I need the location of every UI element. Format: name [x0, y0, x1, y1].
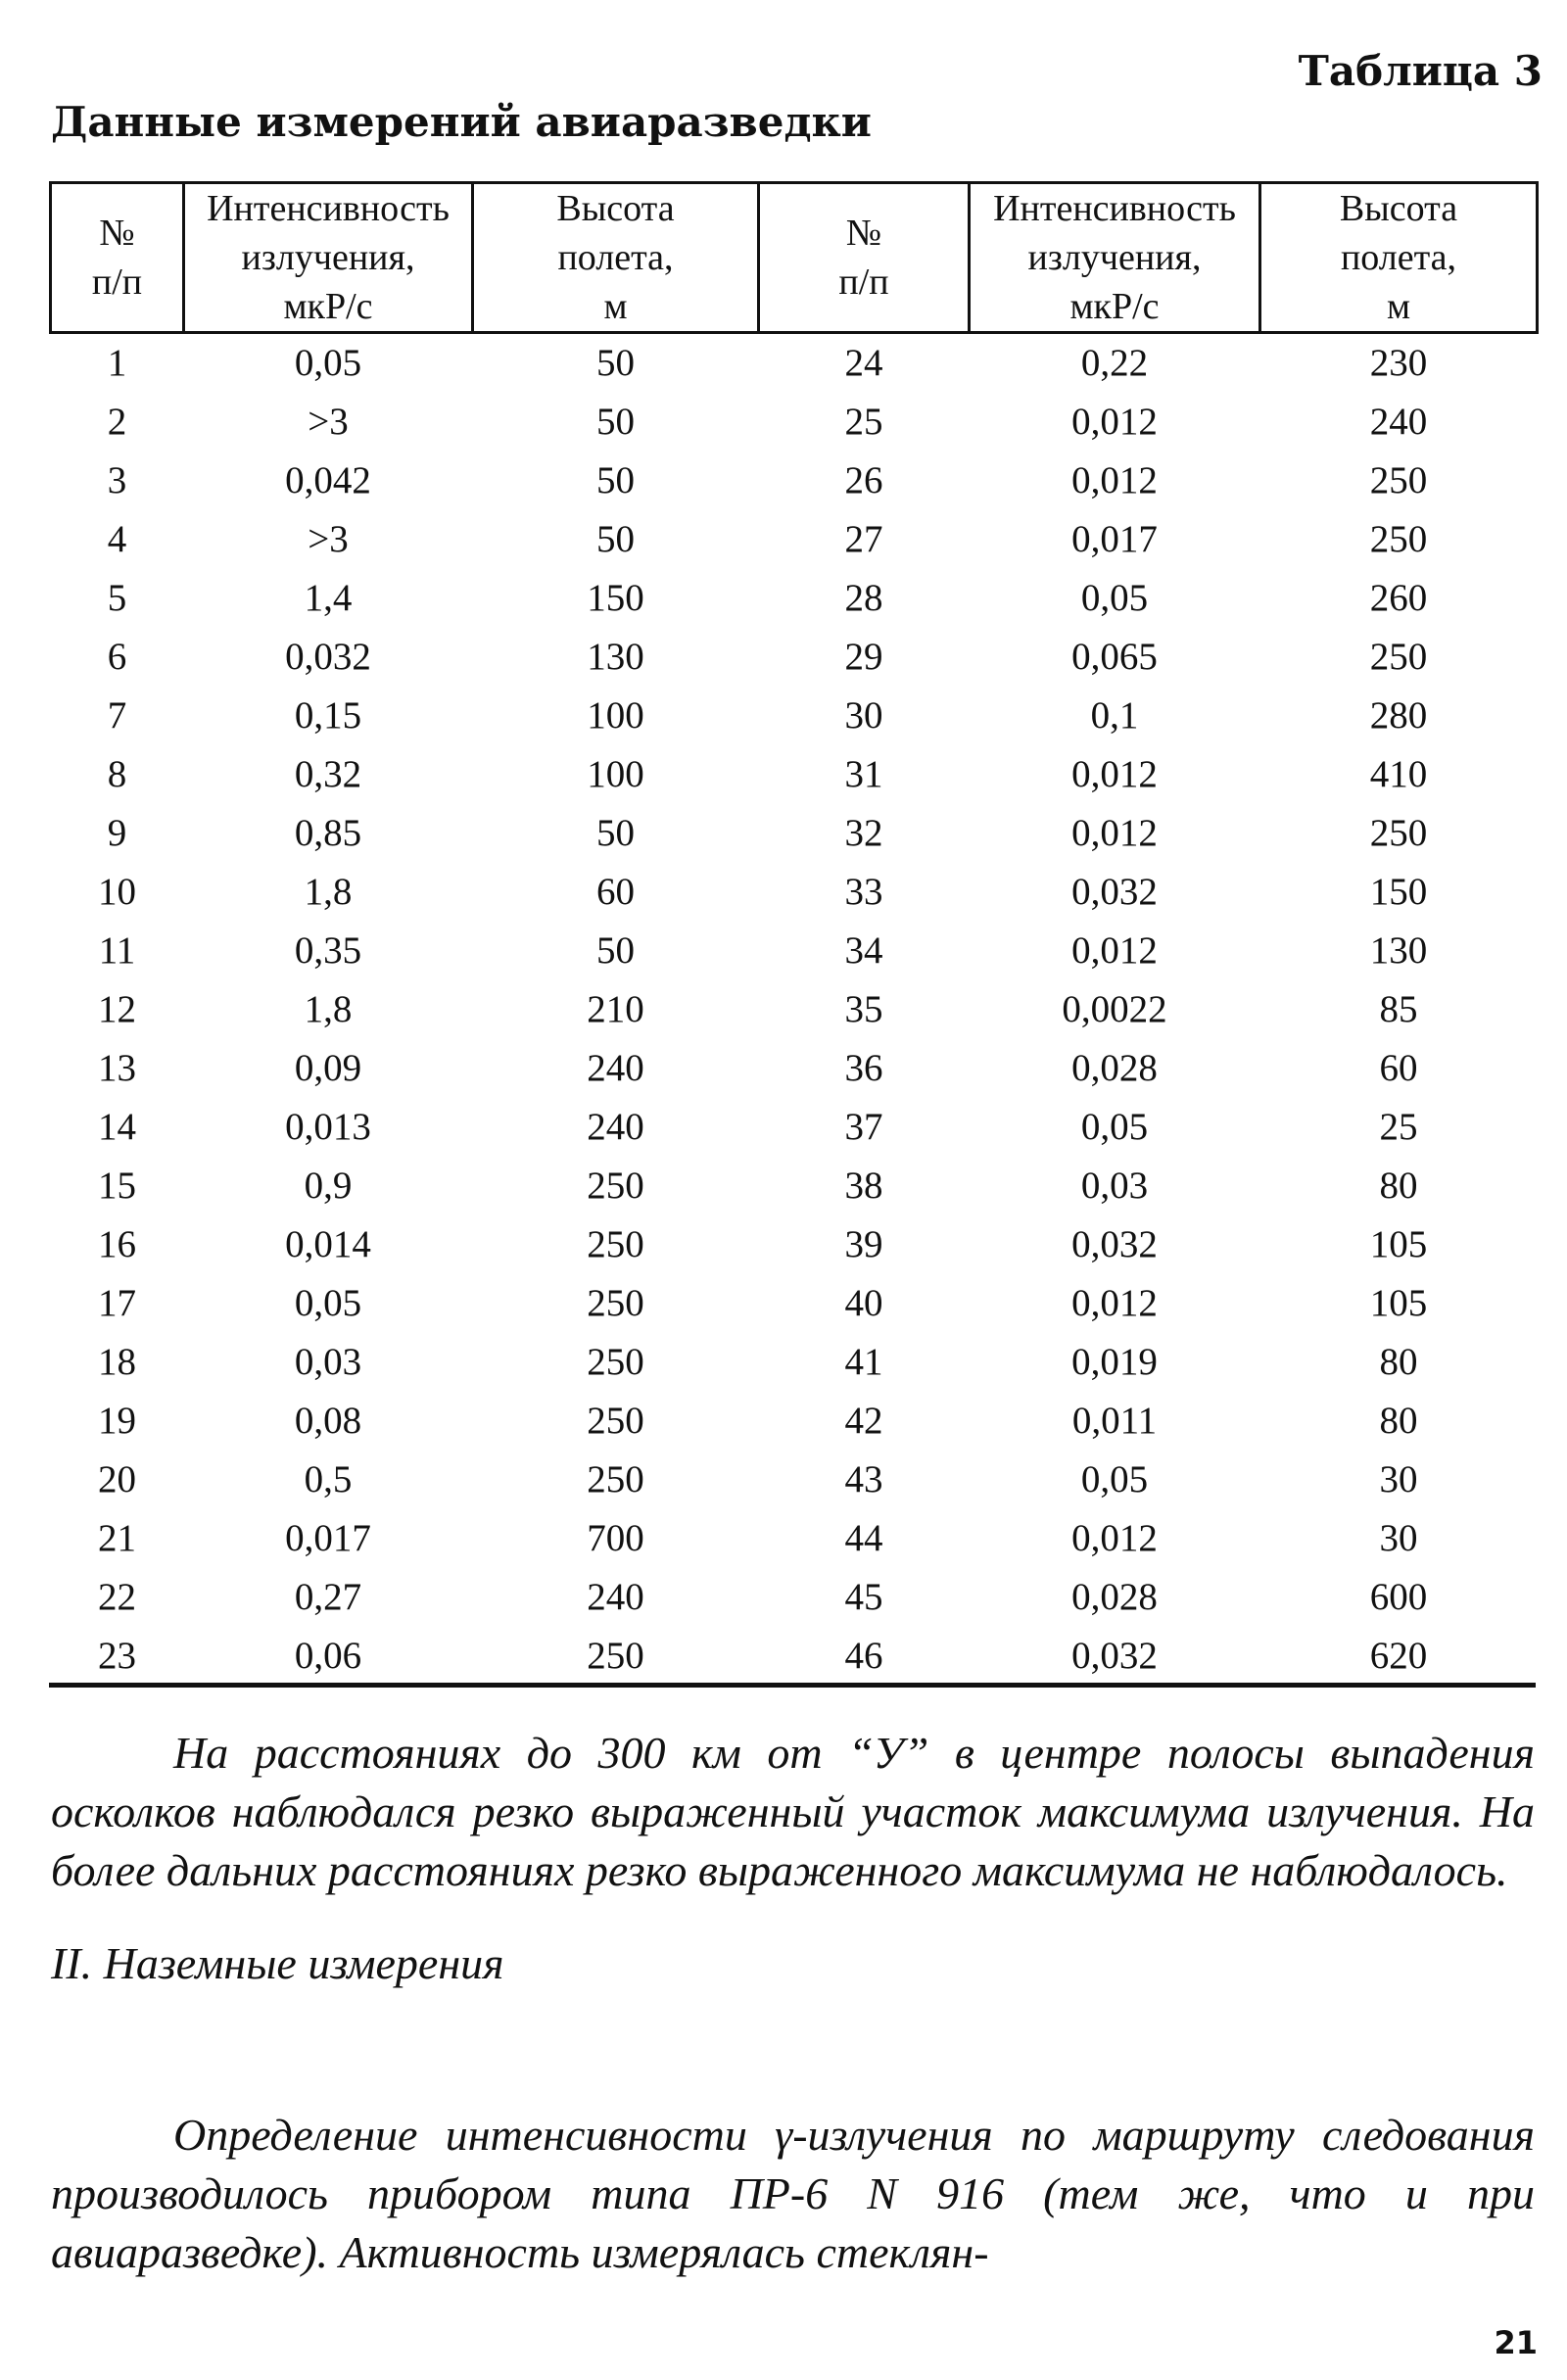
cell-height: 105	[1369, 1223, 1428, 1265]
cell-intensity: 0,012	[1071, 1282, 1158, 1324]
cell-height: 600	[1369, 1576, 1428, 1618]
cell-number: 3	[107, 459, 127, 501]
cell-number: 2	[107, 401, 127, 443]
table-row	[51, 1274, 1538, 1333]
cell-number: 24	[844, 342, 883, 384]
cell-number: 17	[98, 1282, 136, 1324]
cell-number: 38	[844, 1165, 883, 1207]
header-line: Высота	[1339, 188, 1458, 229]
cell-intensity: 0,028	[1071, 1047, 1158, 1089]
header-line: Интенсивность	[993, 188, 1236, 229]
cell-height: 240	[587, 1576, 644, 1618]
cell-height: 240	[587, 1047, 644, 1089]
cell-intensity: 0,032	[1071, 871, 1158, 913]
cell-number: 41	[844, 1341, 883, 1383]
cell-number: 32	[844, 812, 883, 854]
cell-number: 46	[844, 1635, 883, 1677]
cell-number: 6	[107, 636, 127, 678]
cell-height: 250	[1369, 459, 1428, 501]
cell-number: 16	[98, 1223, 136, 1265]
cell-number: 11	[98, 929, 136, 972]
cell-number: 10	[98, 871, 136, 913]
header-line: полета,	[1340, 237, 1457, 278]
cell-height: 50	[596, 929, 635, 972]
cell-intensity: 1,8	[304, 871, 353, 913]
table-row	[51, 804, 1538, 863]
cell-intensity: 0,017	[285, 1517, 371, 1559]
paragraph-observation: На расстояниях до 300 км от “У” в центре полосы выпадения осколков наблюдался резко выраженный участок максимума излучения. На более дальних расстояниях резко выраженного максимума не наблюдалось.	[51, 1728, 1535, 1895]
cell-height: 80	[1379, 1341, 1418, 1383]
table-row	[51, 452, 1538, 510]
measurement-table	[49, 181, 1539, 1686]
header-line: излучения,	[1027, 237, 1202, 278]
cell-number: 44	[844, 1517, 883, 1559]
table-row	[51, 628, 1538, 687]
cell-height: 100	[587, 694, 644, 737]
header-number-right	[759, 183, 970, 333]
table-row	[51, 922, 1538, 980]
table-row	[51, 1098, 1538, 1157]
table-row	[51, 393, 1538, 452]
cell-height: 25	[1379, 1106, 1418, 1148]
header-line: п/п	[91, 262, 143, 303]
cell-intensity: 0,05	[1080, 577, 1149, 619]
cell-number: 29	[844, 636, 883, 678]
cell-intensity: 0,32	[294, 753, 362, 795]
table-title: Данные измерений авиаразведки	[51, 98, 872, 146]
cell-intensity: 0,15	[294, 694, 362, 737]
cell-number: 1	[107, 342, 127, 384]
cell-number: 7	[107, 694, 127, 737]
header-line: Интенсивность	[207, 188, 450, 229]
cell-number: 36	[844, 1047, 883, 1089]
cell-number: 34	[844, 929, 883, 972]
cell-number: 23	[98, 1635, 136, 1677]
table-row	[51, 1568, 1538, 1627]
cell-height: 250	[587, 1635, 644, 1677]
cell-height: 150	[587, 577, 644, 619]
table-header	[51, 183, 1538, 333]
cell-intensity: 1,4	[304, 577, 353, 619]
cell-intensity: 0,013	[285, 1106, 371, 1148]
cell-number: 12	[98, 988, 136, 1030]
section-heading: II. Наземные измерения	[51, 1938, 504, 1988]
cell-intensity: 0,032	[1071, 1223, 1158, 1265]
header-line: мкР/с	[1069, 286, 1160, 327]
cell-intensity: >3	[308, 518, 349, 560]
cell-number: 37	[844, 1106, 883, 1148]
cell-number: 8	[107, 753, 127, 795]
cell-intensity: 0,012	[1071, 812, 1158, 854]
cell-number: 22	[98, 1576, 136, 1618]
header-number-left	[51, 183, 184, 333]
table-row	[51, 1039, 1538, 1098]
cell-intensity: 0,06	[294, 1635, 362, 1677]
cell-intensity: 0,042	[285, 459, 371, 501]
cell-height: 250	[1369, 636, 1428, 678]
header-line: №	[99, 213, 135, 254]
cell-number: 40	[844, 1282, 883, 1324]
cell-height: 50	[596, 401, 635, 443]
table-row	[51, 510, 1538, 569]
cell-height: 105	[1369, 1282, 1428, 1324]
cell-number: 15	[98, 1165, 136, 1207]
table-row	[51, 1451, 1538, 1509]
header-height-left	[473, 183, 759, 333]
cell-intensity: 0,05	[1080, 1106, 1149, 1148]
cell-height: 60	[596, 871, 635, 913]
cell-number: 21	[98, 1517, 136, 1559]
cell-height: 280	[1369, 694, 1428, 737]
cell-intensity: 0,012	[1071, 401, 1158, 443]
cell-height: 130	[587, 636, 644, 678]
cell-height: 240	[1369, 401, 1428, 443]
cell-height: 150	[1369, 871, 1428, 913]
cell-intensity: 0,1	[1090, 694, 1139, 737]
cell-number: 45	[844, 1576, 883, 1618]
cell-height: 85	[1379, 988, 1418, 1030]
cell-intensity: 0,09	[294, 1047, 362, 1089]
cell-height: 250	[587, 1282, 644, 1324]
cell-height: 620	[1369, 1635, 1428, 1677]
cell-intensity: 0,028	[1071, 1576, 1158, 1618]
cell-intensity: 0,03	[1080, 1165, 1149, 1207]
table-row	[51, 1333, 1538, 1392]
header-line: м	[603, 286, 628, 327]
table-bottom-rule	[49, 1683, 1536, 1688]
cell-height: 230	[1369, 342, 1428, 384]
header-row	[51, 183, 1538, 333]
cell-height: 30	[1379, 1517, 1418, 1559]
cell-height: 250	[587, 1341, 644, 1383]
cell-height: 60	[1379, 1047, 1418, 1089]
cell-number: 4	[107, 518, 127, 560]
table-row	[51, 863, 1538, 922]
cell-height: 50	[596, 812, 635, 854]
table-row	[51, 687, 1538, 745]
cell-number: 39	[844, 1223, 883, 1265]
cell-intensity: 0,065	[1071, 636, 1158, 678]
cell-height: 260	[1369, 577, 1428, 619]
cell-number: 13	[98, 1047, 136, 1089]
table-row	[51, 333, 1538, 394]
cell-number: 28	[844, 577, 883, 619]
cell-number: 27	[844, 518, 883, 560]
cell-intensity: 1,8	[304, 988, 353, 1030]
cell-height: 250	[587, 1223, 644, 1265]
cell-number: 25	[844, 401, 883, 443]
table-row	[51, 1627, 1538, 1686]
header-line: полета,	[557, 237, 674, 278]
header-line: №	[845, 213, 882, 254]
table-row	[51, 1157, 1538, 1215]
cell-height: 50	[596, 342, 635, 384]
cell-intensity: 0,017	[1071, 518, 1158, 560]
cell-number: 20	[98, 1458, 136, 1500]
cell-intensity: 0,032	[1071, 1635, 1158, 1677]
cell-intensity: 0,019	[1071, 1341, 1158, 1383]
cell-intensity: 0,35	[294, 929, 362, 972]
header-line: п/п	[838, 262, 889, 303]
cell-intensity: 0,22	[1080, 342, 1149, 384]
cell-number: 18	[98, 1341, 136, 1383]
cell-height: 250	[1369, 518, 1428, 560]
cell-number: 35	[844, 988, 883, 1030]
cell-height: 50	[596, 459, 635, 501]
cell-intensity: 0,0022	[1062, 988, 1167, 1030]
cell-height: 250	[587, 1165, 644, 1207]
cell-height: 30	[1379, 1458, 1418, 1500]
cell-height: 210	[587, 988, 644, 1030]
header-intensity-left	[184, 183, 473, 333]
cell-number: 9	[107, 812, 127, 854]
cell-number: 33	[844, 871, 883, 913]
header-line: излучения,	[241, 237, 415, 278]
table-row	[51, 1392, 1538, 1451]
cell-number: 43	[844, 1458, 883, 1500]
table-row	[51, 1509, 1538, 1568]
header-line: м	[1386, 286, 1411, 327]
cell-height: 80	[1379, 1165, 1418, 1207]
header-line: Высота	[556, 188, 675, 229]
cell-height: 130	[1369, 929, 1428, 972]
header-intensity-right	[970, 183, 1260, 333]
cell-intensity: 0,012	[1071, 459, 1158, 501]
cell-intensity: 0,05	[1080, 1458, 1149, 1500]
table-body	[51, 333, 1538, 1687]
cell-height: 100	[587, 753, 644, 795]
paragraph-ground-measurements: Определение интенсивности γ-излучения по маршруту следования производилось прибором типа ПР-6 N 916 (тем же, что и при авиаразведке). Активность измерялась стеклян-	[51, 2110, 1535, 2277]
table-row	[51, 569, 1538, 628]
header-line: мкР/с	[283, 286, 373, 327]
cell-height: 700	[587, 1517, 644, 1559]
cell-number: 19	[98, 1400, 136, 1442]
cell-height: 50	[596, 518, 635, 560]
cell-number: 26	[844, 459, 883, 501]
cell-intensity: 0,032	[285, 636, 371, 678]
cell-intensity: 0,05	[294, 342, 362, 384]
table-caption: Таблица 3	[1298, 47, 1543, 95]
cell-number: 42	[844, 1400, 883, 1442]
table-row	[51, 980, 1538, 1039]
cell-intensity: 0,011	[1071, 1400, 1158, 1442]
cell-intensity: 0,05	[294, 1282, 362, 1324]
cell-height: 250	[1369, 812, 1428, 854]
cell-intensity: 0,08	[294, 1400, 362, 1442]
cell-intensity: 0,9	[304, 1165, 353, 1207]
table-row	[51, 745, 1538, 804]
cell-number: 30	[844, 694, 883, 737]
cell-intensity: 0,012	[1071, 753, 1158, 795]
header-height-right	[1260, 183, 1538, 333]
cell-height: 80	[1379, 1400, 1418, 1442]
cell-height: 410	[1369, 753, 1428, 795]
cell-height: 250	[587, 1458, 644, 1500]
cell-intensity: 0,5	[304, 1458, 353, 1500]
cell-intensity: 0,85	[294, 812, 362, 854]
cell-intensity: 0,03	[294, 1341, 362, 1383]
cell-intensity: 0,012	[1071, 1517, 1158, 1559]
cell-height: 250	[587, 1400, 644, 1442]
page-number: 21	[1494, 2324, 1538, 2361]
cell-number: 14	[98, 1106, 136, 1148]
cell-intensity: 0,27	[294, 1576, 362, 1618]
cell-intensity: 0,014	[285, 1223, 371, 1265]
cell-height: 240	[587, 1106, 644, 1148]
cell-intensity: 0,012	[1071, 929, 1158, 972]
cell-number: 31	[844, 753, 883, 795]
cell-number: 5	[107, 577, 127, 619]
table-row	[51, 1215, 1538, 1274]
cell-intensity: >3	[308, 401, 349, 443]
